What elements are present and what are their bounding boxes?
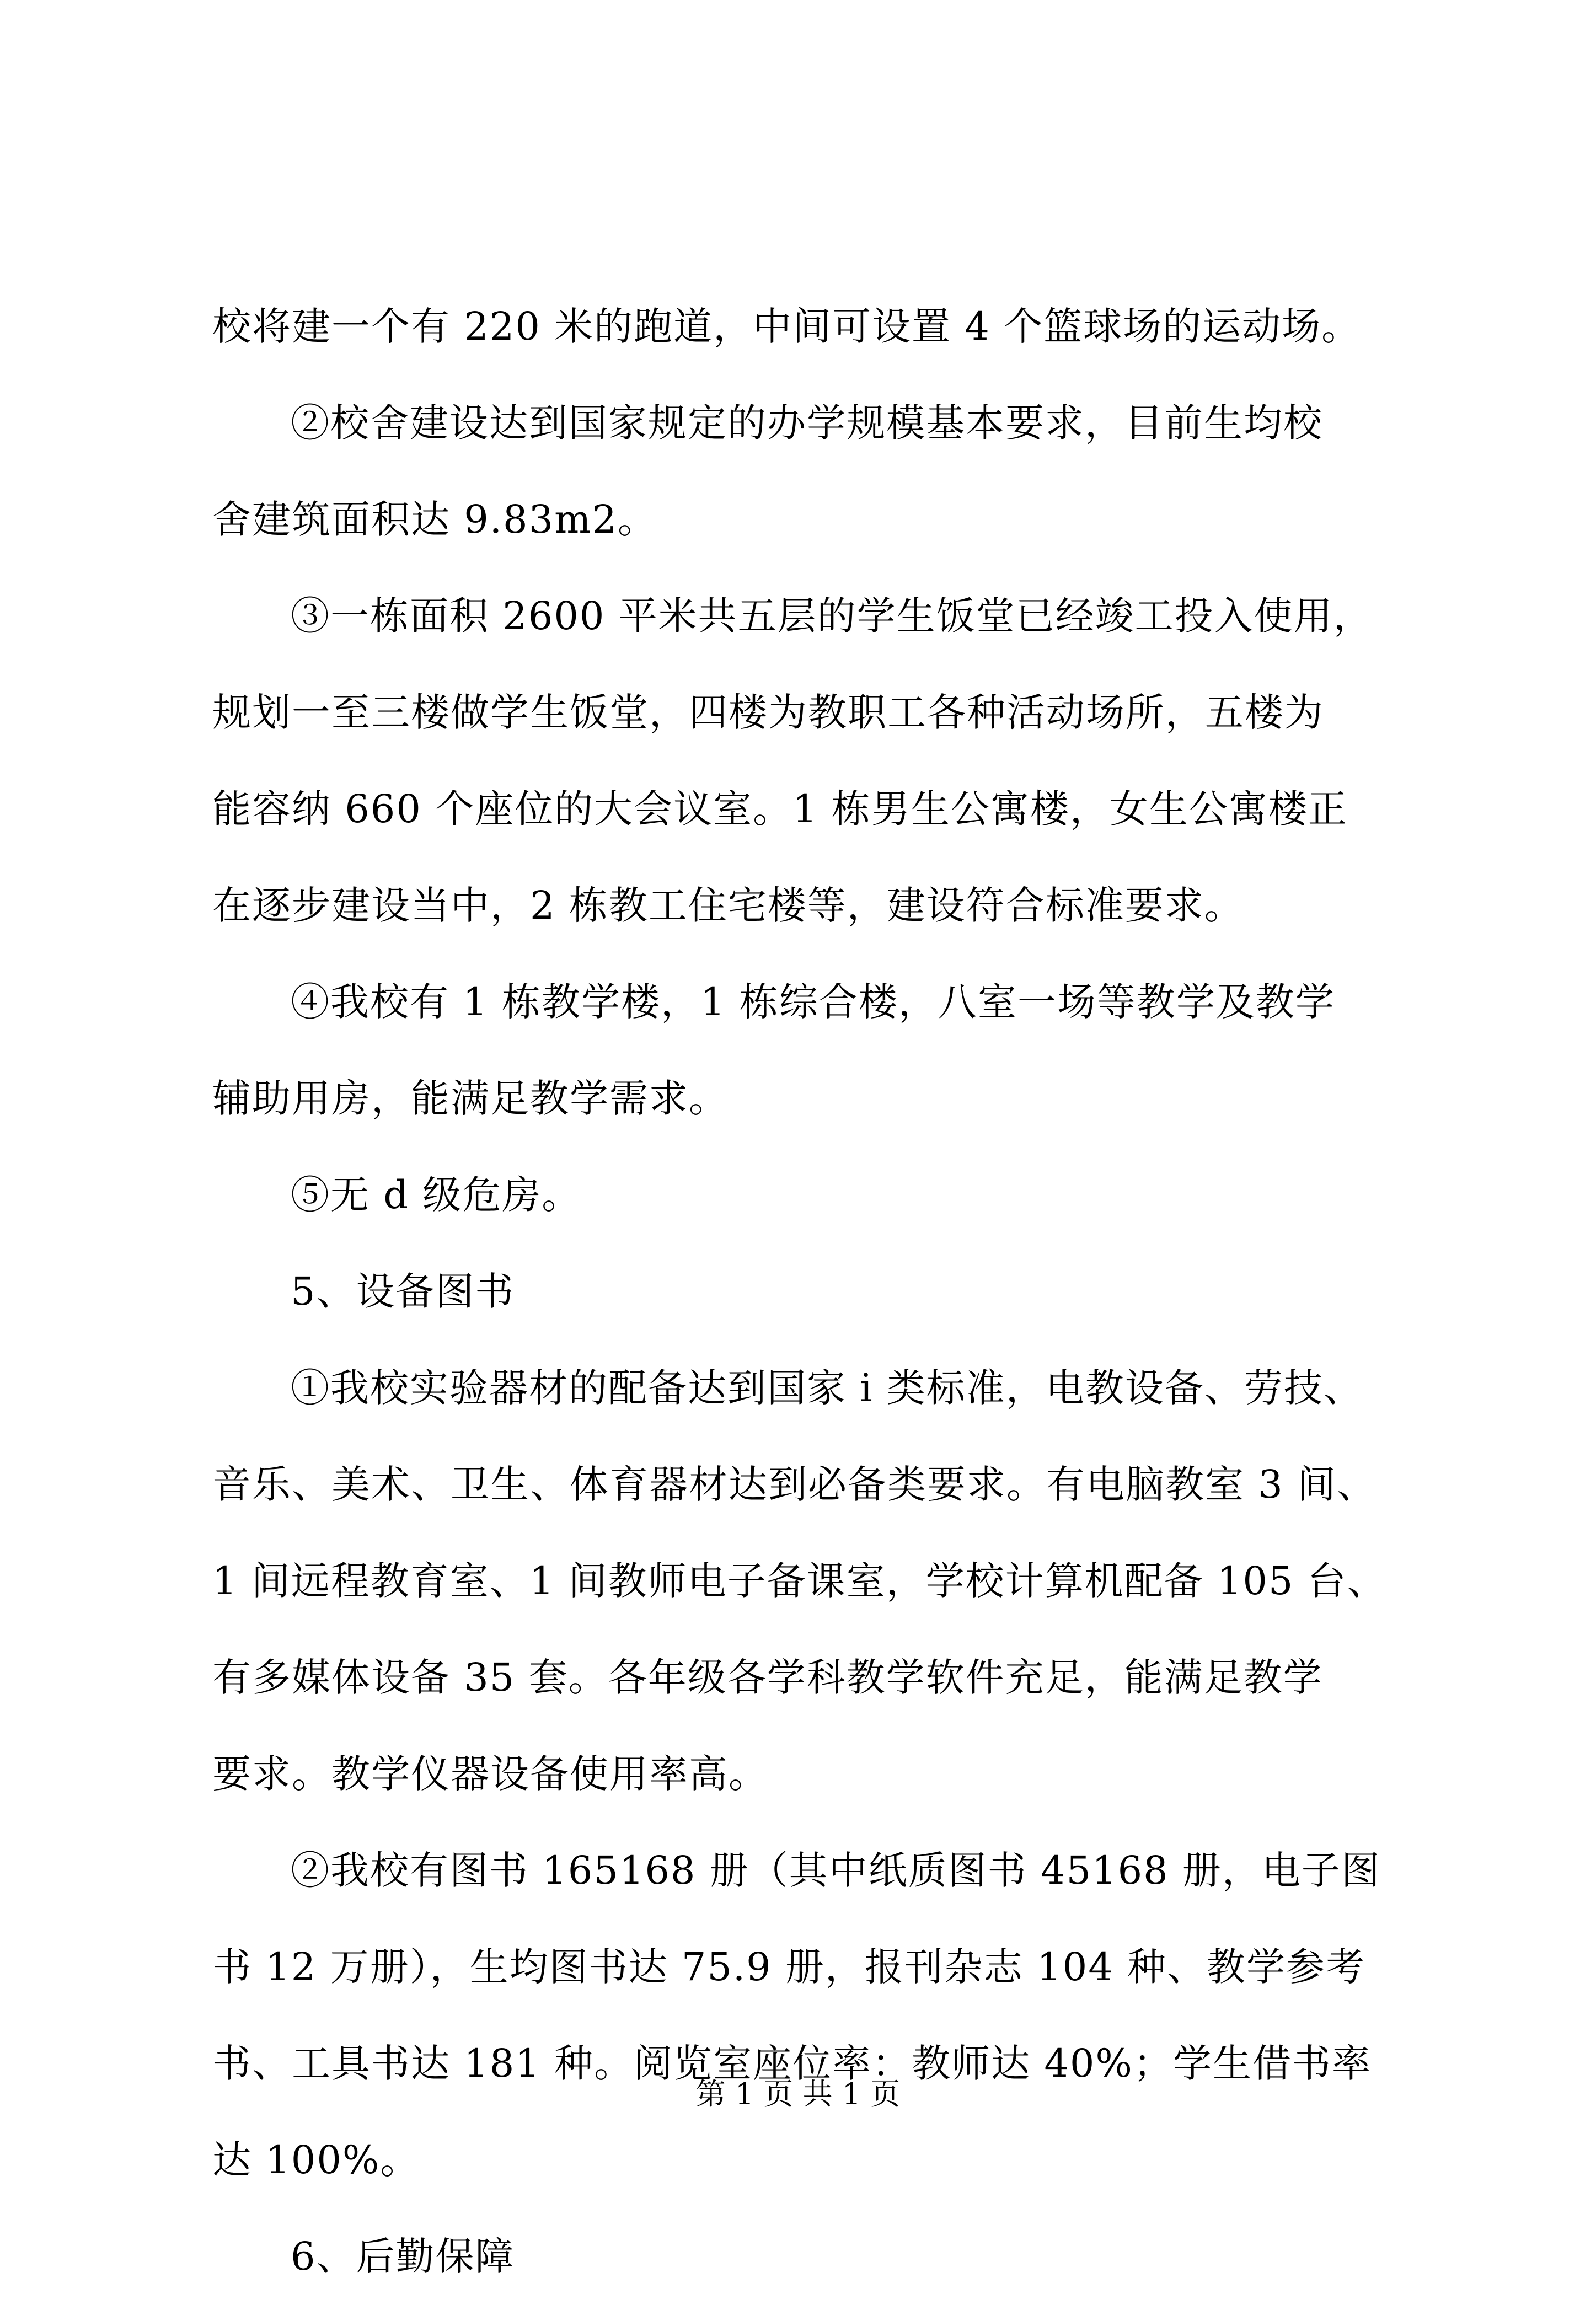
text-line: 音乐、美术、卫生、体育器材达到必备类要求。有电脑教室 3 间、 [212, 1462, 1377, 1507]
section-heading: 6、后勤保障 [291, 2234, 515, 2279]
section-heading: 5、设备图书 [291, 1269, 515, 1314]
text-line: ②校舍建设达到国家规定的办学规模基本要求，目前生均校 [291, 400, 1323, 446]
text-line: 规划一至三楼做学生饭堂，四楼为教职工各种活动场所，五楼为 [212, 690, 1324, 735]
text-line: ⑤无 d 级危房。 [291, 1172, 582, 1218]
document-body [212, 278, 1393, 2305]
page-number-footer: 第 1 页 共 1 页 [695, 2077, 901, 2111]
text-line: 书 12 万册），生均图书达 75.9 册，报刊杂志 104 种、教学参考 [212, 1944, 1366, 1990]
text-line: ③一栋面积 2600 平米共五层的学生饭堂已经竣工投入使用， [291, 593, 1373, 639]
text-line: 书、工具书达 181 种。阅览室座位率：教师达 40%；学生借书率 [212, 2041, 1372, 2086]
text-line: ①我校实验器材的配备达到国家 i 类标准，电教设备、劳技、 [291, 1365, 1363, 1411]
text-line: 1 间远程教育室、1 间教师电子备课室，学校计算机配备 105 台、 [212, 1558, 1387, 1604]
text-line: ②我校有图书 165168 册（其中纸质图书 45168 册，电子图 [291, 1848, 1381, 1893]
text-line: 校将建一个有 220 米的跑道，中间可设置 4 个篮球场的运动场。 [212, 304, 1362, 349]
text-line: 在逐步建设当中，2 栋教工住宅楼等，建设符合标准要求。 [212, 883, 1244, 928]
text-line: 达 100%。 [212, 2137, 420, 2183]
text-line: 要求。教学仪器设备使用率高。 [212, 1751, 768, 1797]
text-line: 舍建筑面积达 9.83m2。 [212, 497, 658, 542]
text-line: ④我校有 1 栋教学楼，1 栋综合楼，八室一场等教学及教学 [291, 979, 1335, 1025]
text-line: 有多媒体设备 35 套。各年级各学科教学软件充足，能满足教学 [212, 1655, 1323, 1700]
text-line: 辅助用房，能满足教学需求。 [212, 1076, 729, 1121]
text-line: 能容纳 660 个座位的大会议室。1 栋男生公寓楼，女生公寓楼正 [212, 786, 1348, 832]
